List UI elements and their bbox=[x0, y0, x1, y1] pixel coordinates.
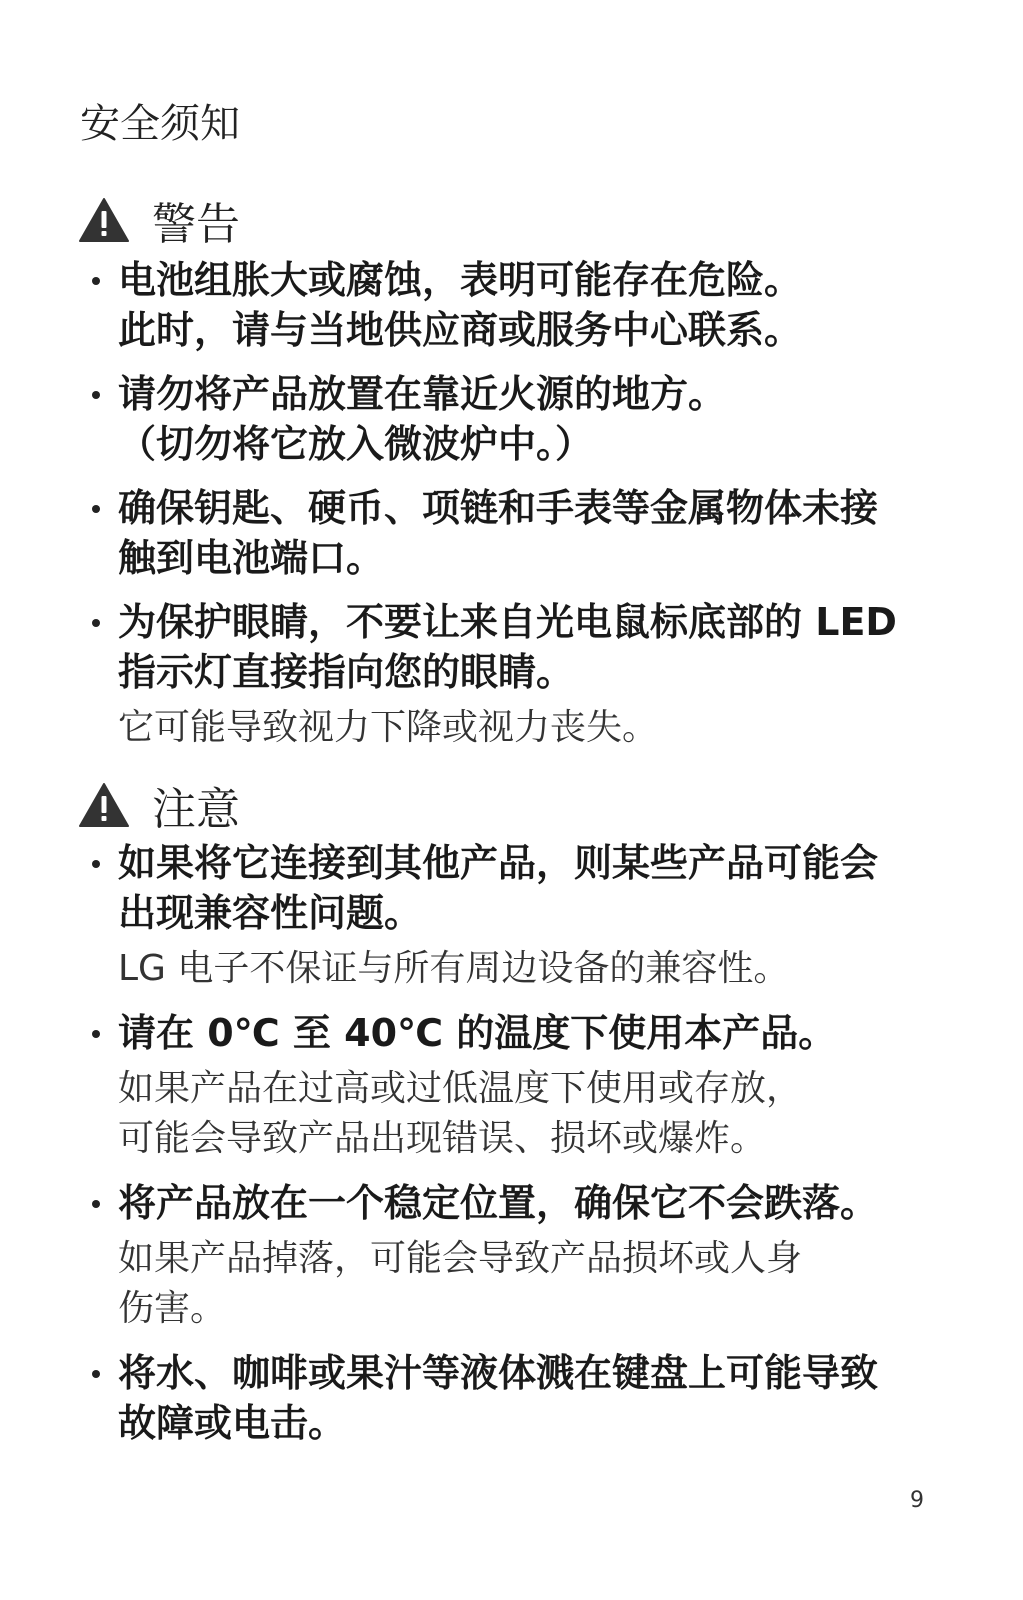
warning-item-text: 确保钥匙、硬币、项链和手表等金属物体未接 触到电池端口。 bbox=[118, 486, 879, 580]
caution-item bbox=[90, 1008, 940, 1164]
warning-title: 警告 bbox=[152, 199, 240, 250]
warning-item-text: 电池组胀大或腐蚀，表明可能存在危险。 此时，请与当地供应商或服务中心联系。 bbox=[118, 258, 803, 352]
caution-item-text: 将产品放在一个稳定位置，确保它不会跌落。 bbox=[118, 1181, 879, 1225]
warning-heading bbox=[78, 188, 240, 252]
page-title: 安全须知 bbox=[80, 101, 240, 147]
bullet-icon bbox=[92, 619, 100, 627]
bullet-icon bbox=[92, 860, 100, 868]
warning-item-detail: 它可能导致视力下降或视力丧失。 bbox=[118, 707, 659, 748]
bullet-icon bbox=[92, 1370, 100, 1378]
caution-list bbox=[90, 838, 940, 1462]
bullet-icon bbox=[92, 1030, 100, 1038]
caution-item bbox=[90, 1178, 940, 1334]
warning-item-text: 为保护眼睛，不要让来自光电鼠标底部的 LED 指示灯直接指向您的眼睛。 bbox=[118, 600, 897, 694]
caution-item-text: 如果将它连接到其他产品，则某些产品可能会 出现兼容性问题。 bbox=[118, 841, 879, 935]
warning-item bbox=[90, 597, 940, 753]
bullet-icon bbox=[92, 505, 100, 513]
page-number: 9 bbox=[910, 1488, 924, 1513]
warning-triangle-icon bbox=[78, 782, 130, 828]
bullet-icon bbox=[92, 1200, 100, 1208]
caution-item-detail: 如果产品在过高或过低温度下使用或存放， 可能会导致产品出现错误、损坏或爆炸。 bbox=[118, 1068, 803, 1159]
caution-item-detail: LG 电子不保证与所有周边设备的兼容性。 bbox=[118, 948, 790, 989]
warning-item-text: 请勿将产品放置在靠近火源的地方。 （切勿将它放入微波炉中。） bbox=[118, 372, 727, 466]
caution-item bbox=[90, 838, 940, 994]
warning-triangle-icon bbox=[78, 197, 130, 243]
bullet-icon bbox=[92, 277, 100, 285]
bullet-icon bbox=[92, 391, 100, 399]
warning-item bbox=[90, 369, 940, 469]
caution-heading bbox=[78, 773, 240, 837]
caution-item bbox=[90, 1348, 940, 1448]
warning-item bbox=[90, 483, 940, 583]
caution-title: 注意 bbox=[152, 784, 240, 835]
caution-item-text: 将水、咖啡或果汁等液体溅在键盘上可能导致 故障或电击。 bbox=[118, 1351, 879, 1445]
warning-list bbox=[90, 255, 940, 767]
caution-item-detail: 如果产品掉落，可能会导致产品损坏或人身 伤害。 bbox=[118, 1238, 803, 1329]
caution-item-text: 请在 0℃ 至 40℃ 的温度下使用本产品。 bbox=[118, 1011, 837, 1055]
warning-item bbox=[90, 255, 940, 355]
